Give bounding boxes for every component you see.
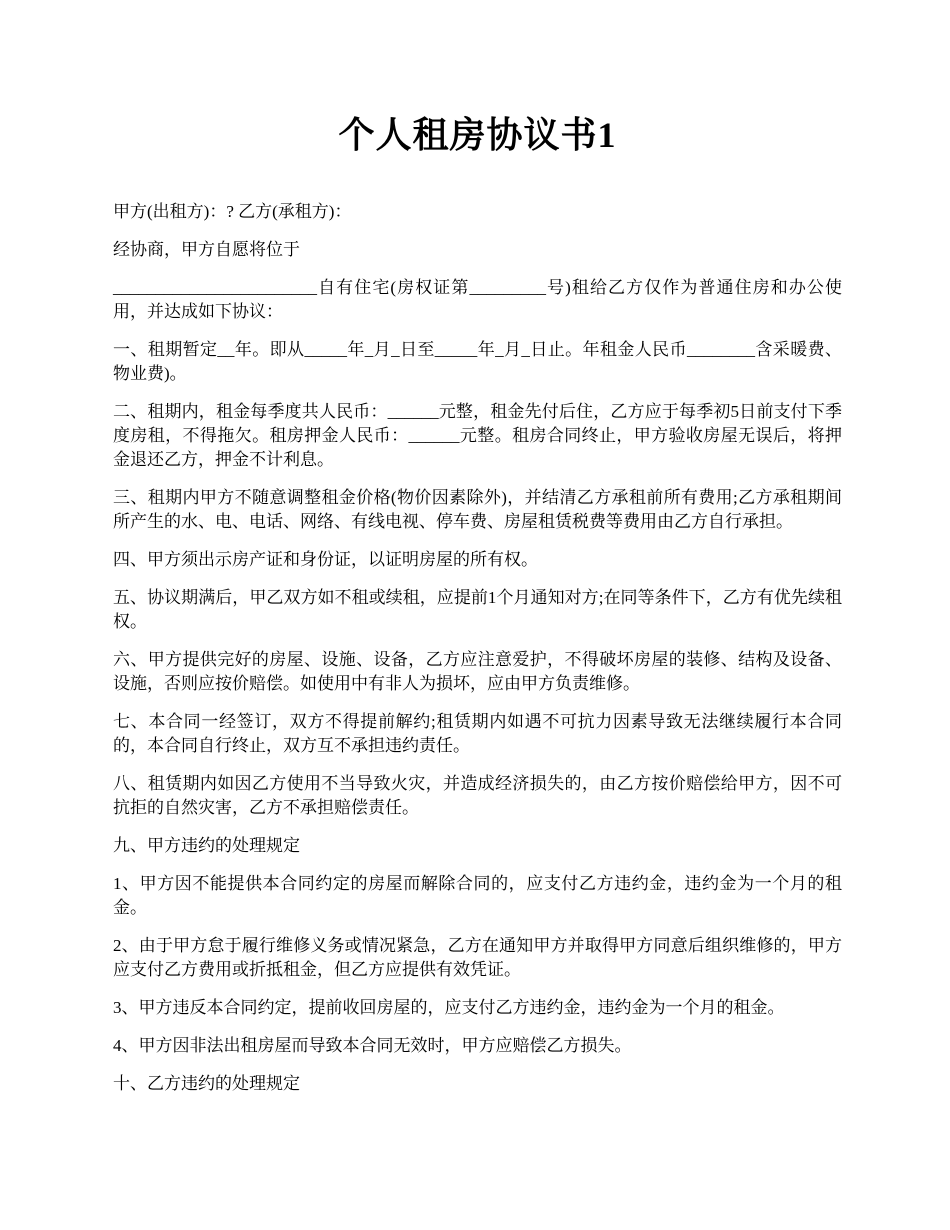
clause-6-facilities: 六、甲方提供完好的房屋、设施、设备，乙方应注意爱护，不得破坏房屋的装修、结构及设备、设施，否则应按价赔偿。如使用中有非人为损坏，应由甲方负责维修。 bbox=[113, 650, 842, 693]
clause-9-item-3: 3、甲方违反本合同约定，提前收回房屋的，应支付乙方违约金，违约金为一个月的租金。 bbox=[113, 998, 785, 1017]
negotiation-intro: 经协商，甲方自愿将位于 bbox=[113, 240, 300, 259]
document-title: 个人租房协议书1 bbox=[338, 115, 617, 155]
property-description: ________________________自有住宅(房权证第_________号)租给乙方仅作为普通住房和办公使用，并达成如下协议： bbox=[113, 278, 842, 321]
clause-9-item-4: 4、甲方因非法出租房屋而导致本合同无效时，甲方应赔偿乙方损失。 bbox=[113, 1036, 632, 1055]
clause-2-rent: 二、租期内，租金每季度共人民币：______元整，租金先付后住，乙方应于每季初5日前支付下季度房租，不得拖欠。租房押金人民币：______元整。租房合同终止，甲方验收房屋无误后，将押金退还乙方，押金不计利息。 bbox=[113, 402, 842, 469]
clause-10-heading: 十、乙方违约的处理规定 bbox=[113, 1074, 300, 1093]
clause-8-liability: 八、租赁期内如因乙方使用不当导致火灾，并造成经济损失的，由乙方按价赔偿给甲方，因不可抗拒的自然灾害，乙方不承担赔偿责任。 bbox=[113, 774, 842, 817]
clause-5-renewal: 五、协议期满后，甲乙双方如不租或续租，应提前1个月通知对方;在同等条件下，乙方有优先续租权。 bbox=[113, 588, 842, 631]
clause-4-ownership: 四、甲方须出示房产证和身份证，以证明房屋的所有权。 bbox=[113, 550, 538, 569]
party-line: 甲方(出租方)：? 乙方(承租方)： bbox=[113, 202, 352, 221]
clause-9-heading: 九、甲方违约的处理规定 bbox=[113, 836, 300, 855]
clause-9-item-2: 2、由于甲方怠于履行维修义务或情况紧急，乙方在通知甲方并取得甲方同意后组织维修的，甲方应支付乙方费用或折抵租金，但乙方应提供有效凭证。 bbox=[113, 936, 842, 979]
clause-9-item-1: 1、甲方因不能提供本合同约定的房屋而解除合同的，应支付乙方违约金，违约金为一个月的租金。 bbox=[113, 874, 842, 917]
clause-3-fees: 三、租期内甲方不随意调整租金价格(物价因素除外)，并结清乙方承租前所有费用;乙方承租期间所产生的水、电、电话、网络、有线电视、停车费、房屋租赁税费等费用由乙方自行承担。 bbox=[113, 488, 842, 531]
clause-7-termination: 七、本合同一经签订，双方不得提前解约;租赁期内如遇不可抗力因素导致无法继续履行本合同的，本合同自行终止，双方互不承担违约责任。 bbox=[113, 712, 842, 755]
clause-1-term: 一、租期暂定__年。即从_____年_月_日至_____年_月_日止。年租金人民币________含采暖费、物业费)。 bbox=[113, 340, 842, 383]
